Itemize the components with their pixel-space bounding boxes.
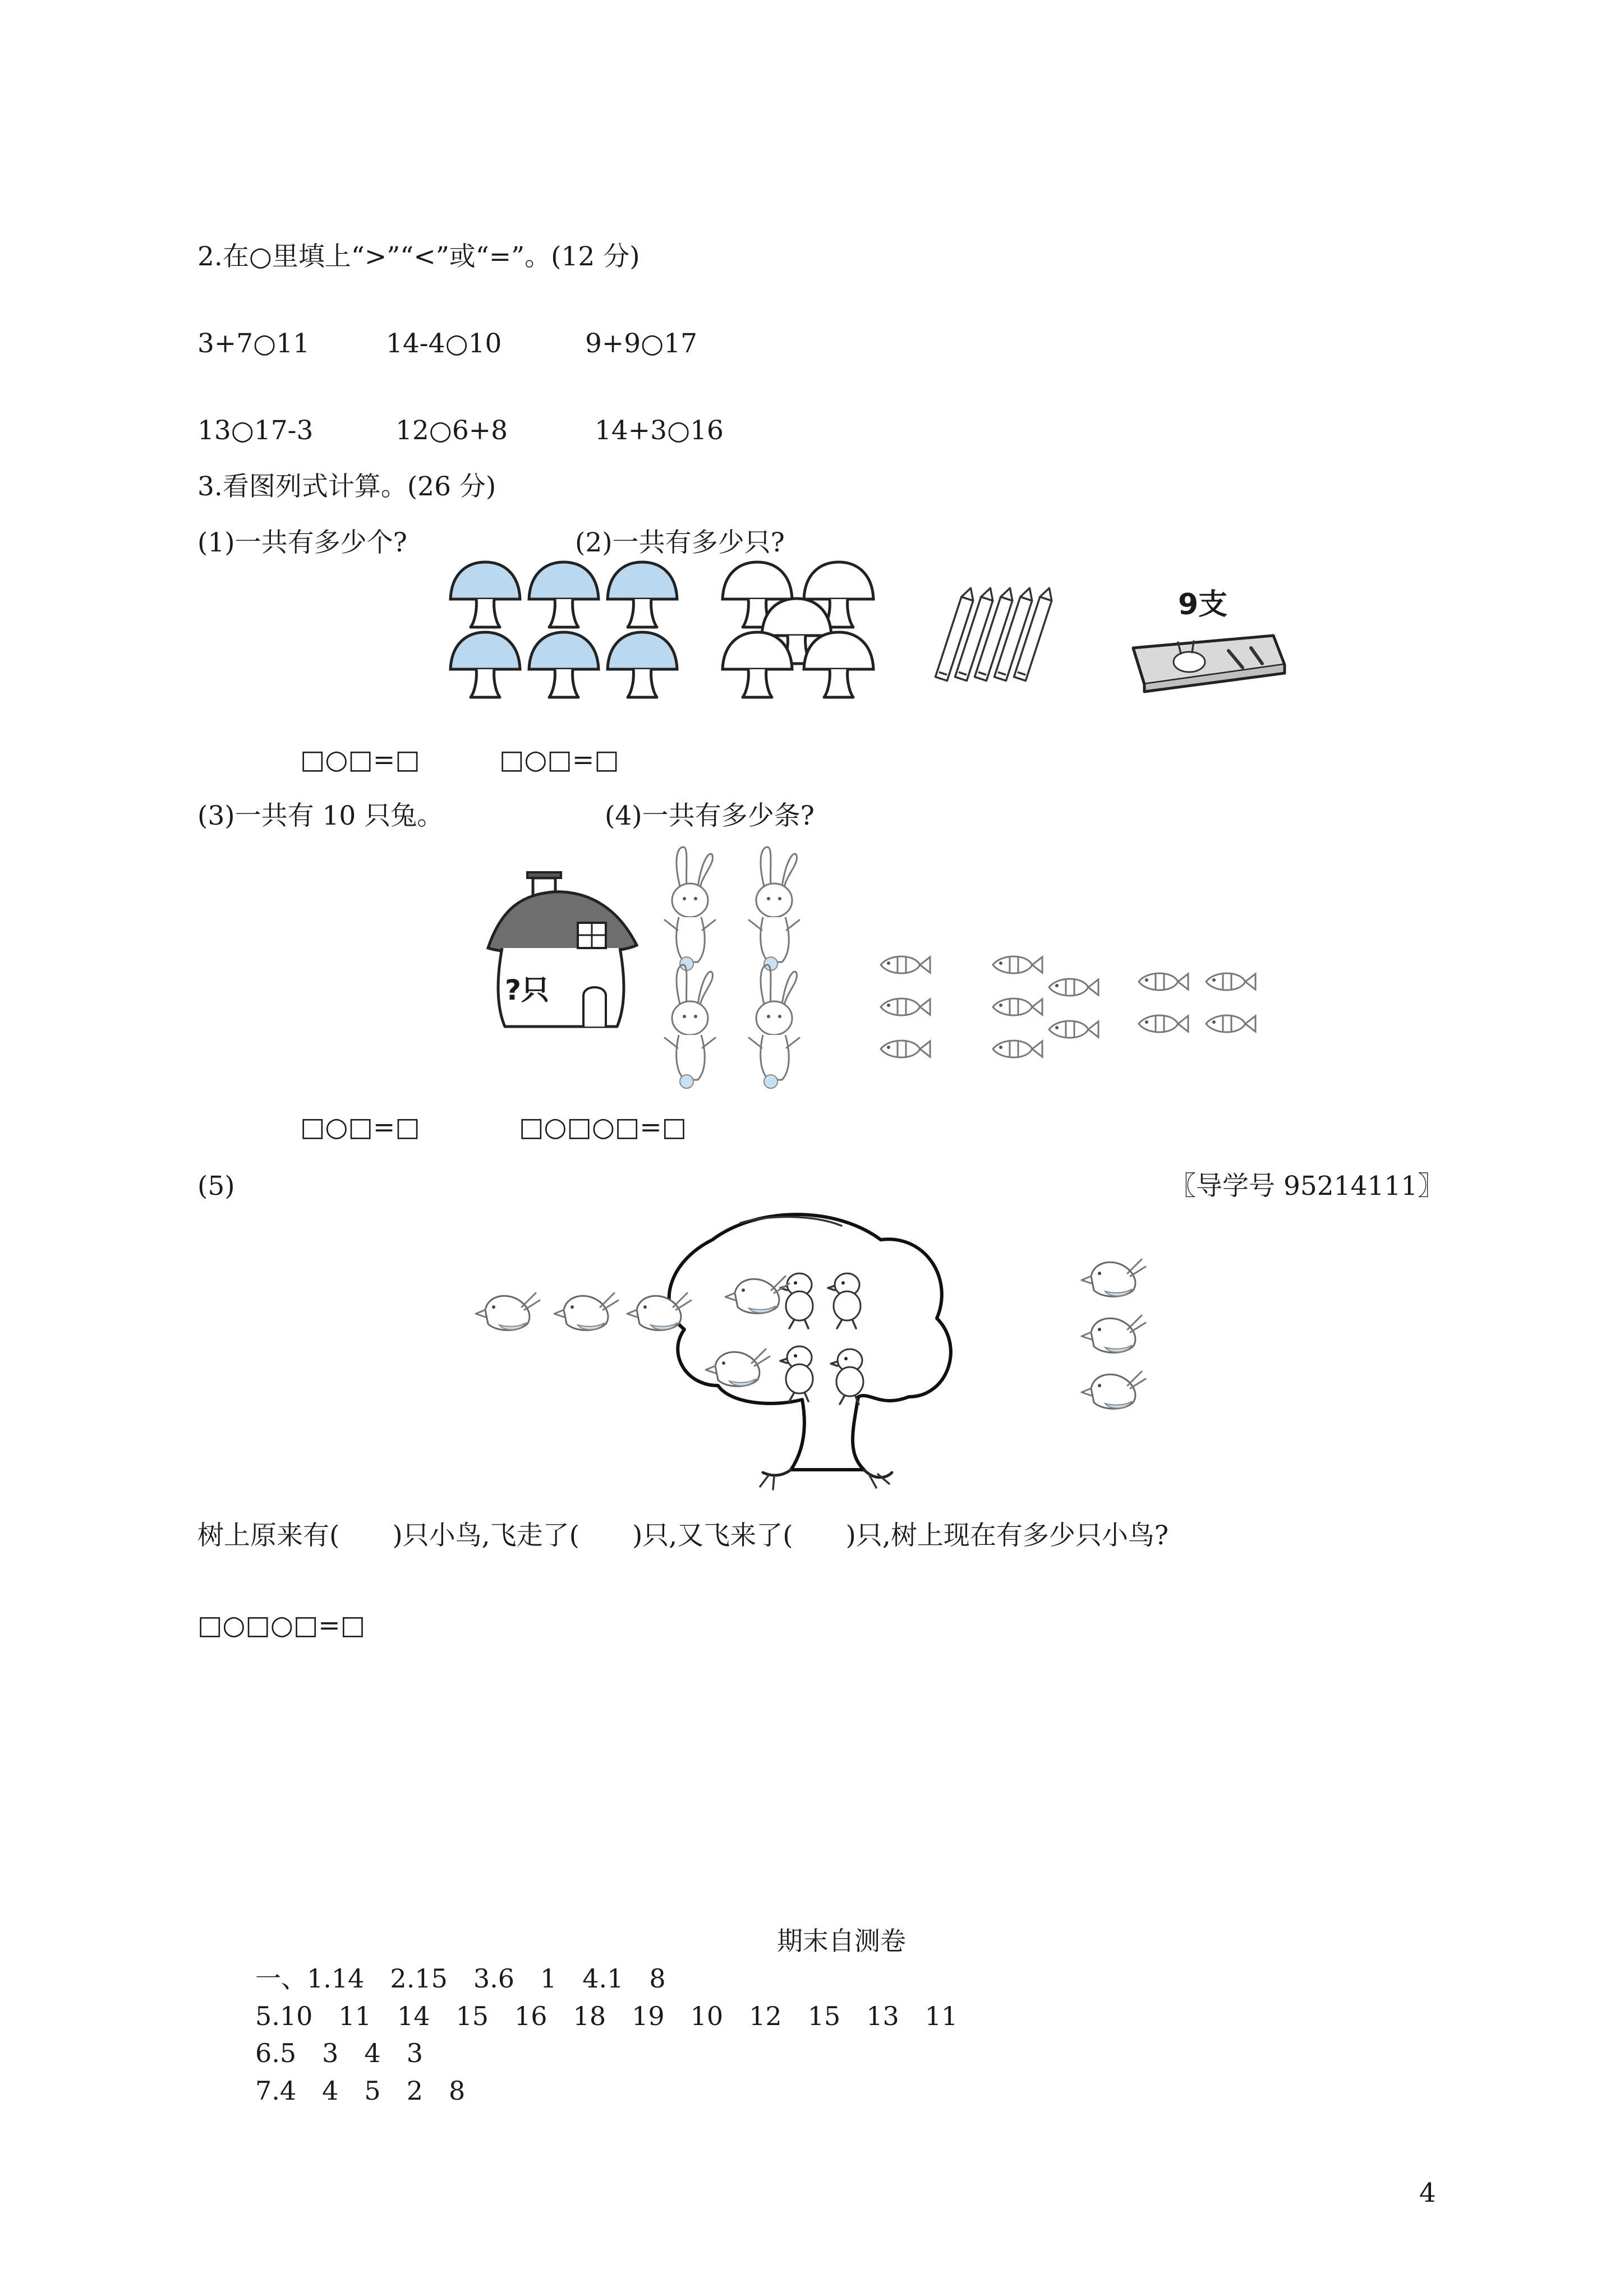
q3-part5-label: (5) bbox=[197, 1171, 235, 1202]
q3-part1-label: (1)一共有多少个? bbox=[197, 527, 407, 558]
q3-equation-5: □○□○□=□ bbox=[197, 1610, 366, 1641]
mushroom-illustration bbox=[449, 555, 875, 701]
q3-equation-4: □○□○□=□ bbox=[519, 1112, 687, 1143]
answers-line-1: 一、1.14 2.15 3.6 1 4.1 8 bbox=[255, 1963, 666, 1994]
pencils-icon bbox=[948, 586, 1077, 698]
q3-equation-3: □○□=□ bbox=[300, 1112, 420, 1143]
q3-part4-label: (4)一共有多少条? bbox=[605, 800, 815, 831]
fish-illustration bbox=[869, 942, 1262, 1071]
q2-item-4: 13○17-3 bbox=[197, 415, 314, 446]
q3-part2-label: (2)一共有多少只? bbox=[575, 527, 785, 558]
answers-line-4: 7.4 4 5 2 8 bbox=[255, 2076, 466, 2106]
q2-title: 2.在○里填上“>”“<”或“=”。(12 分) bbox=[197, 241, 640, 272]
answers-title: 期末自测卷 bbox=[777, 1926, 906, 1956]
page-number: 4 bbox=[1419, 2178, 1436, 2208]
house-label: ?只 bbox=[505, 974, 550, 1006]
q3-equation-2: □○□=□ bbox=[499, 744, 619, 775]
q2-item-1: 3+7○11 bbox=[197, 328, 310, 359]
pencil-box-icon bbox=[1122, 625, 1290, 698]
q2-item-6: 14+3○16 bbox=[595, 415, 724, 446]
q3-equation-1: □○□=□ bbox=[300, 744, 420, 775]
answers-line-2: 5.10 11 14 15 16 18 19 10 12 15 13 11 bbox=[255, 2001, 958, 2031]
rabbits-illustration bbox=[656, 841, 825, 1088]
guide-number: 〖导学号 95214111〗 bbox=[1170, 1171, 1444, 1202]
q3-part3-label: (3)一共有 10 只兔。 bbox=[197, 800, 444, 831]
q2-item-3: 9+9○17 bbox=[585, 328, 698, 359]
tree-birds-illustration bbox=[477, 1206, 1206, 1498]
q3-title: 3.看图列式计算。(26 分) bbox=[197, 471, 496, 502]
q2-item-2: 14-4○10 bbox=[386, 328, 502, 359]
pencil-box-label: 9支 bbox=[1178, 588, 1228, 622]
house-icon bbox=[480, 872, 648, 1041]
q3-part5-question: 树上原来有( )只小鸟,飞走了( )只,又飞来了( )只,树上现在有多少只小鸟? bbox=[197, 1520, 1169, 1551]
answers-line-3: 6.5 3 4 3 bbox=[255, 2038, 423, 2068]
q2-item-5: 12○6+8 bbox=[395, 415, 508, 446]
